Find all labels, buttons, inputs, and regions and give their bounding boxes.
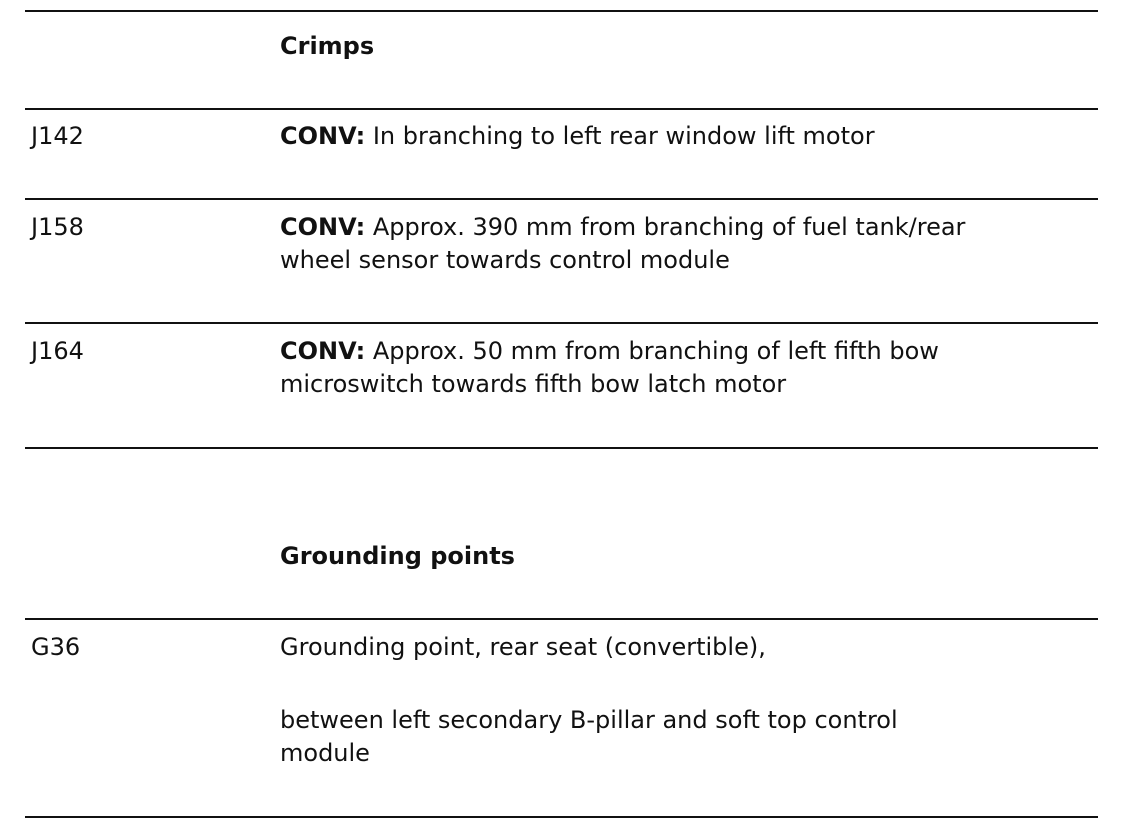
description-line: microswitch towards fifth bow latch motor xyxy=(280,370,787,398)
conv-prefix: CONV: xyxy=(280,213,366,241)
description-line: wheel sensor towards control module xyxy=(280,246,730,274)
table-rule-bottom xyxy=(25,816,1098,818)
description-paragraph: module xyxy=(280,739,370,767)
description-line: Approx. 390 mm from branching of fuel tank/rear xyxy=(372,213,966,241)
conv-prefix: CONV: xyxy=(280,122,366,150)
table-row-description xyxy=(280,335,939,401)
description-line: Approx. 50 mm from branching of left fifth bow xyxy=(372,337,939,365)
table-row-code: J158 xyxy=(31,213,84,241)
table-rule-crimps-header xyxy=(25,108,1098,110)
table-rule-top xyxy=(25,10,1098,12)
description-line: In branching to left rear window lift motor xyxy=(372,122,875,150)
section-heading-crimps: Crimps xyxy=(280,32,375,60)
table-rule-j164 xyxy=(25,447,1098,449)
table-row-code: G36 xyxy=(31,633,81,661)
table-row-description xyxy=(280,704,898,770)
table-row-description xyxy=(280,120,875,153)
table-rule-grounding-header xyxy=(25,618,1098,620)
table-row-description xyxy=(280,631,766,664)
table-row-code: J142 xyxy=(31,122,84,150)
description-paragraph: between left secondary B-pillar and soft top control xyxy=(280,706,898,734)
conv-prefix: CONV: xyxy=(280,337,366,365)
table-rule-j142 xyxy=(25,198,1098,200)
description-paragraph: Grounding point, rear seat (convertible), xyxy=(280,633,766,661)
table-row-code: J164 xyxy=(31,337,84,365)
table-rule-j158 xyxy=(25,322,1098,324)
section-heading-grounding-points: Grounding points xyxy=(280,542,515,570)
table-row-description xyxy=(280,211,965,277)
